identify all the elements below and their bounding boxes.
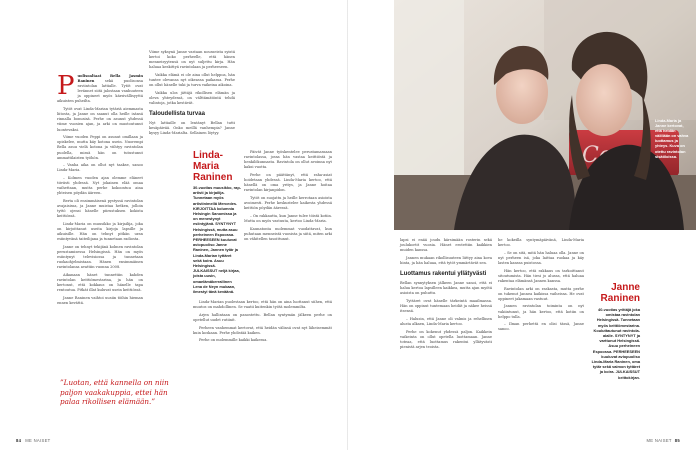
left-column-4 [193, 300, 332, 346]
left-column-2 [149, 50, 235, 139]
body-paragraph: Arjen hallintaan on panostettu. Bellan syntymän jälkeen perhe on opetellut uudet rutiinit. [193, 312, 332, 322]
right-column-2 [498, 238, 584, 335]
body-paragraph: Tytöt on suojattu ja heille kerrotaan asioista avoimesti. Perhe keskustelee kaikesta yhdessä keittiön pöydän ääressä. [244, 195, 332, 211]
body-paragraph: Aikanaan hänet tunnettiin kahden ravintolan keittiömestarina, ja hän on kertonut, että kokkaus on hänelle tapa rentoutua. Pitkät illat kuluvat usein keittiössä. [57, 273, 143, 293]
body-paragraph: Perhe on molemmille kaikki kaikessa. [199, 338, 268, 343]
subhead-taloudellista-turvaa: Taloudellista turvaa [149, 111, 205, 118]
pull-quote: ”Luotan, että kannella on niin paljon vaakakuppia, ettei hän palaa rikollisen elämään.” [60, 378, 169, 406]
page-folio-right [647, 438, 680, 443]
sidebar-name-linda-maria: Linda-Maria Raninen [193, 150, 233, 183]
body-paragraph: Kaunatonta molemmat vuodattavat, kun puhutaan menneistä vuosista ja siitä, miten arki on vähitellen tasoittunut. [244, 226, 332, 241]
body-paragraph: Ravintolan arki on raskasta, mutta perhe on tukenut Jannea kaikissa vaiheissa. He ovat oppineet jakamaan vastuut. [498, 286, 584, 301]
body-paragraph: he kokeilla syntymäpäivänä, Linda-Maria kertoo. [498, 238, 584, 248]
sidebar-bio-linda-maria: 30-vuotias muusikko, rap-artisti ja kirjailija. Tunnetaan myös artistinimellä Mercedes. KIRJOITTAA kolumnia Helsingin Sanomissa ja on menestynyt esiintyjänä. SYNTYNYT Helsingissä, mutta asuu perheineen Espoossa. PERHEESEEN kuuluvat aviopuoliso Janne Raninen, Jannen tytär ja Linda-Marian tyttäret sekä koira. Asuu Helsingissä. JULKAISSUT neljä kirjaa, joista uusin, omaelämäkerrallinen Lena de Neyn mukaan, ilmestyi tänä keväänä. [193, 185, 241, 295]
body-paragraph: Janne Raninen vaihtoi uusiin töihin hieman ennen kevättä. [57, 296, 143, 306]
body-paragraph: Viime vuoden Peppi on asunut omillaan ja opiskelee, mutta käy kotona usein. Nuorempi Bella asuu vielä kotona ja viihtyy ravintolan puolella, missä hän on tutustunut ammattilaisten työhön. [57, 135, 143, 160]
magazine-name: ME NAISET [25, 438, 51, 443]
body-paragraph: Linda-Marian puolestaan kertoo, että hän on aina luottanut siihen, että muutos on mahdollinen. Se vaatii kuitenkin työtä molemmilta. [193, 300, 332, 310]
magazine-name: ME NAISET [646, 438, 672, 443]
body-paragraph: Viime syksynä Janne vastaan nousseista syistä kertoi koko perheelle, että hänen menneisyytensä on nyt suljettu kirja. Hän haluaa keskittyä ravintolaan ja perheeseen. [149, 50, 235, 70]
intro-rest: sekä puolisonsa raviintolan lattialle. Tytöt ovat levännet siitä jalostaan vanhuuteen ja oppineet myös kärsivällisyyttä aikuisten puheilta. [57, 79, 143, 104]
body-paragraph: Janne on tehnyt tekijänä kolmen ravintolan perustamisessa Helsingissä. Hän on myös esiintynyt televisiossa ja tunnetaan ruokaohjelmistaan. Hänen ensimmäinen ravintolansa avattiin vuonna 2008. [57, 244, 143, 270]
body-paragraph: Jannen mukaan rikollisuuteen liittyy aina kova hinta, ja hän haluaa, että tytöt ymmärtävät sen. [400, 255, 492, 265]
page-number: 85 [674, 438, 680, 443]
body-paragraph: Berta oli ensimmäisenä pystyssä ravintolan avajaisissa, ja Janne muistaa hetken, jolloin tyttö ojensi hänelle piirustuksen kokista keittiössä. [57, 199, 143, 219]
body-paragraph: Nyt lattiaille on lentänyt Bellan tutti kesäpäivää. Onko meillä vanhempia? Janne kysyy Linda-Marialta. Sellainen löytyy. [149, 121, 235, 136]
body-paragraph: Vaikka elämä ei ole aina ollut helppoa, hän tuntee olevansa nyt oikeassa paikassa. Perhe on ollut hänelle tuki ja turva vaikeina aikoina. [149, 72, 235, 88]
page-folio-left [16, 438, 51, 443]
right-column-1 [400, 238, 492, 353]
sidebar-bio-janne: 40-vuotias yrittäjä joka omistaa ravintolan Helsingissä. Tunnetaan myös keittiömestarina. Kouluttautunut ravintola-alalle. SYNTYNYT ja varttunut Helsingissä. Asuu perheineen Espoossa. PERHEESEEN kuuluvat aviopuoliso Linda-Maria Raninen, oma tytär sekä vaimon tyttäret ja koira. JULKAISSUT keittokirjan. [591, 307, 640, 380]
body-paragraph: Jannen ravintolan toiminta on nyt vakiintunut, ja hän kertoo, että kotiin on helppo tulla. [498, 304, 584, 319]
body-paragraph: – Vanha aika on ollut nyt taakse, sanoo Linda-Maria. [57, 163, 143, 173]
body-paragraph: – Halusin, että Janne oli valmis ja rehellinen alusta alkaen, Linda-Maria kertoo. [400, 316, 492, 326]
sidebar-name-janne: Janne Raninen [600, 282, 640, 304]
body-paragraph: – Se on sitä, mitä hän haluaa olla. Janne on nyt perheen isä, joka laittaa ruokaa ja käy lasten kanssa puistossa. [498, 250, 584, 265]
body-paragraph: Perhe on päättänyt, että raha-asiat hoidetaan yhdessä. Linda-Maria kertoo, että hänellä on oma yritys, ja Janne hoitaa ravintolan kirjanpidon. [244, 172, 332, 193]
page-number: 84 [16, 438, 22, 443]
body-paragraph: – Ilman perhettä en olisi tässä, Janne sanoo. [498, 322, 584, 332]
left-column-3 [244, 150, 332, 244]
intro-paragraph [57, 71, 143, 105]
body-paragraph: Perheen vanhemmat kertovat, että heidän välinsä ovat nyt läheisemmät kuin koskaan. Perhe yhdistää kaiken. [193, 325, 332, 335]
intro-bold: uolisoaltaat Bella Jasmin Raninen [77, 74, 143, 84]
body-paragraph: – Kolmen vuoden ajan olemme eläneet tiiviisti yhdessä. Nyt jokainen elää omaa vaihettaan, mutta perhe kokoontuu aina yhteisen pöydän ääreen. [57, 176, 143, 196]
body-paragraph: Päivät Janne työskentelee perustamassaan ravintolassa, jossa hän vastaa keittiöstä ja henkilökunnasta. Ravintola on ollut avoinna nyt kaksi vuotta. [244, 150, 332, 170]
body-paragraph: Vaikka ulos jättäjä rikollisen elämän ja oleva yhteydessä, on välttämätöntä tehdä valintoja, jotka kestävät. [149, 90, 235, 106]
body-paragraph: Bellan synnytyksen jälkeen Janne sanoi, että ei halua kertoa lapsilleen kaikkea, mutta ajan myötä asioista on puhuttu. [400, 281, 492, 296]
dropcap: P [57, 71, 75, 101]
body-paragraph: Perhe on kokenut yhdessä paljon. Kaikkein vaikeinta on ollut opetella luottamaan. Janne toteaa, että luottamus rakentui yllätyvästi pienistä arjen teoista. [400, 329, 492, 349]
body-paragraph: lapsi ei enää joudu kärsimään rosterin sekä joulukortit vuosia. Hänet erotettiin kaikkien muiden kanssa. [400, 238, 492, 253]
subhead-luottamus: Luottamus rakentui yllätyvästi [400, 271, 487, 278]
photo-caption: Linda-Maria ja Janne kertovat, että heidän välillään on vahva luottamus ja yhteys. Kuva on otettu ravintolan sisätiloissa. [655, 118, 689, 159]
body-paragraph: – On rakkautta, kun Janne tulee töistä kotiin. Mutta on myös vastuuta, kertoo Linda-Maria. [244, 213, 332, 223]
couple-photo-illustration [394, 0, 696, 230]
body-paragraph: Linda-Maria on muusikko ja kirjailija, joka on kirjoittanut useita kirjoja lapsille ja aikuisille. Hän on tehnyt pitkän uran esiintyvänä taiteilijana ja tunnetaan radiosta. [57, 222, 143, 242]
body-paragraph: Hän kertoo, että rakkaus on tarkoittanut sitoutumista. Hän tiesi jo alussa, että haluaa rakentaa elämänsä Jannen kanssa. [498, 268, 584, 283]
couple-photo [394, 0, 696, 230]
body-paragraph: Tyttäret ovat hänelle tärkeintä maailmassa. Hän on oppinut tuntemaan heidät ja näkee heissä itsensä. [400, 298, 492, 314]
left-column-1 [57, 71, 143, 309]
body-paragraph: Tytöt ovat Linda-Marian tytäriä aiemmasta liitosta, ja Janne on saanut olla heille isänsä rinnalla bonusisä. Perhe on asunut yhdessä viime vuosien ajan, ja arki on muotoutunut luontevaksi. [57, 107, 143, 132]
